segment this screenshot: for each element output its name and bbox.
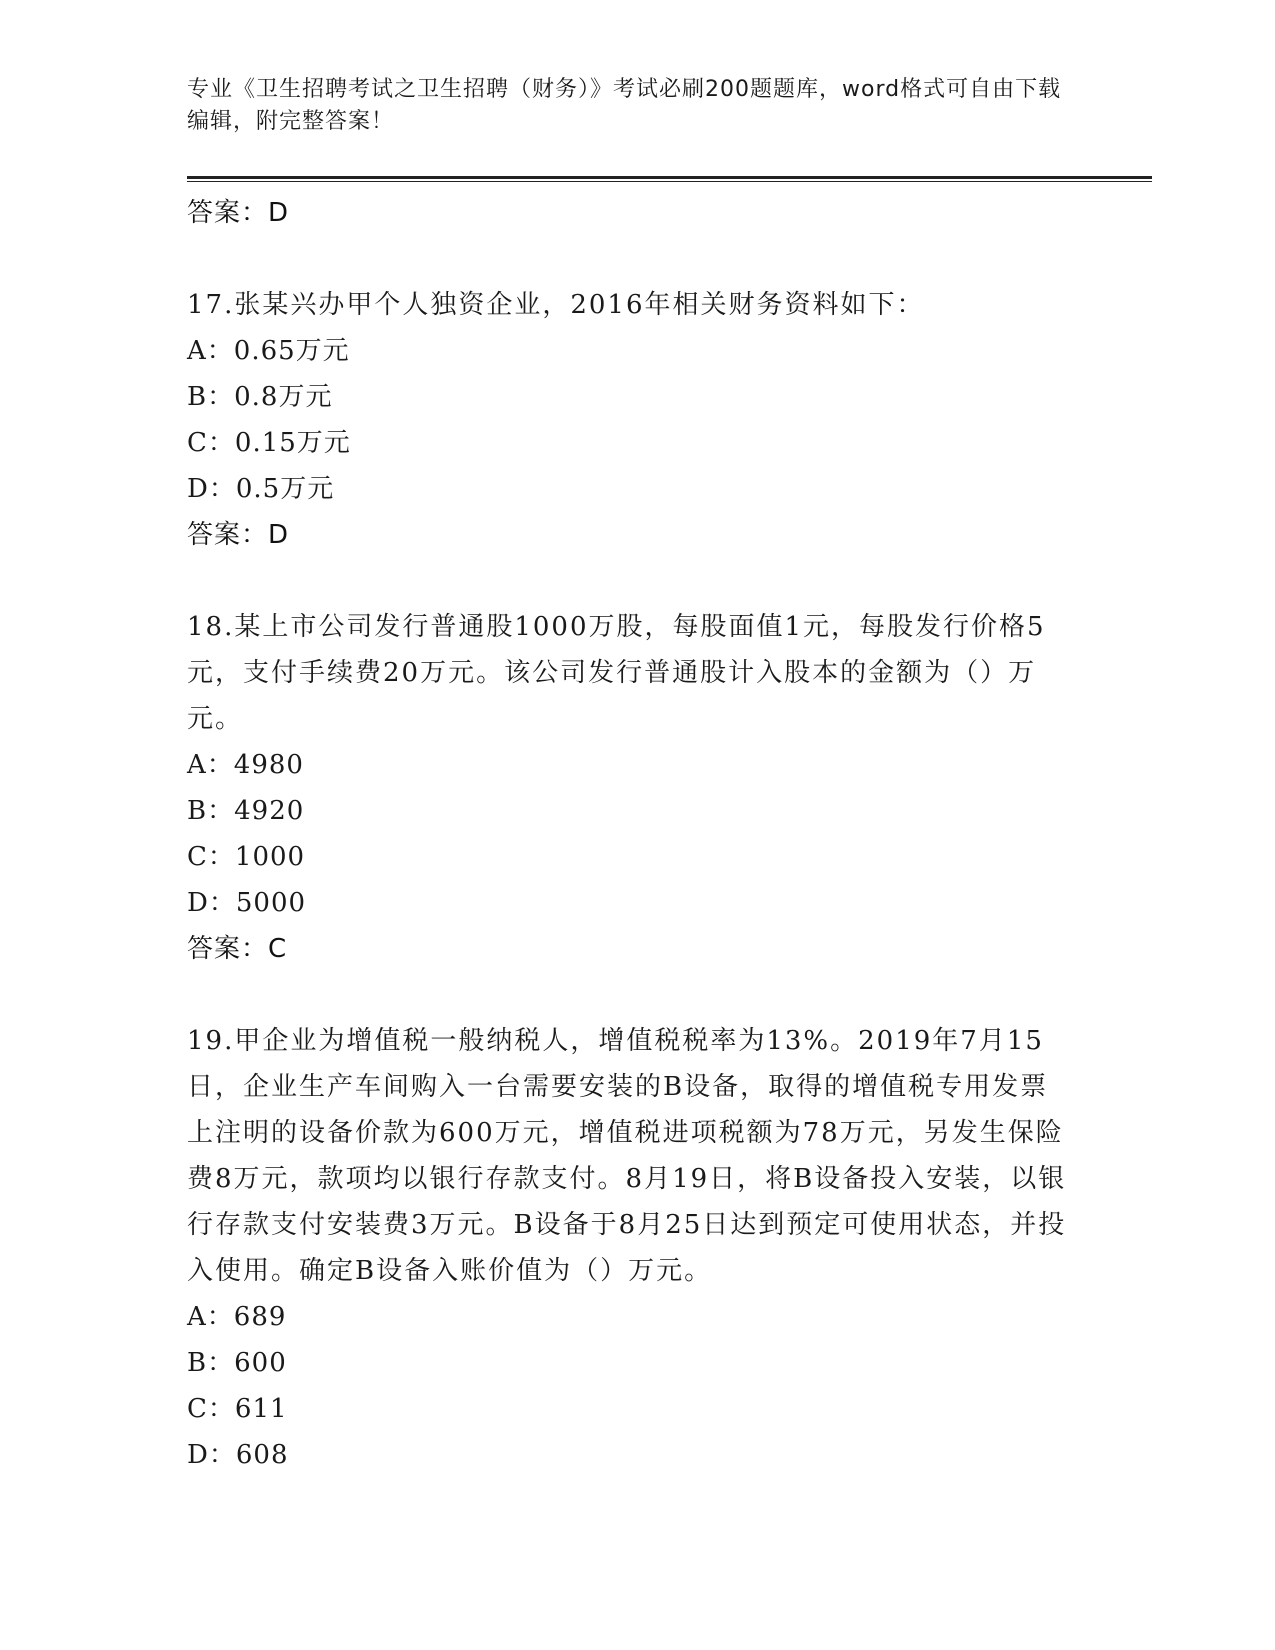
option-letter: D： (187, 888, 236, 918)
header-divider-thin (187, 181, 1152, 182)
option-text: 0.65万元 (233, 336, 350, 366)
option-text: 611 (234, 1394, 288, 1424)
question-18 (187, 604, 1067, 972)
option-text: 0.5万元 (235, 474, 335, 504)
question-list (187, 190, 1067, 1478)
option-letter: B： (187, 796, 235, 826)
option-text: 0.15万元 (234, 428, 351, 458)
question-19 (187, 1018, 1067, 1478)
option-b (187, 374, 1067, 420)
option-b (187, 788, 1067, 834)
header-divider-thick (187, 176, 1152, 179)
question-stem: 19.甲企业为增值税一般纳税人，增值税税率为13%。2019年7月15日，企业生产车间购入一台需要安装的B设备，取得的增值税专用发票上注明的设备价款为600万元，增值税进项税额为78万元，另发生保险费8万元，款项均以银行存款支付。8月19日，将B设备投入安装，以银行存款支付安装费3万元。B设备于8月25日达到预定可使用状态，并投入使用。确定B设备入账价值为（）万元。 (187, 1026, 1067, 1286)
option-text: 600 (234, 1348, 287, 1378)
option-b (187, 1340, 1067, 1386)
answer: 答案：D (187, 520, 290, 550)
option-a (187, 1294, 1067, 1340)
option-text: 608 (235, 1440, 289, 1470)
page-header: 专业《卫生招聘考试之卫生招聘（财务）》考试必刷200题题库，word格式可自由下载编辑，附完整答案！ (187, 77, 1062, 134)
previous-answer: 答案：D (187, 198, 290, 228)
option-text: 4920 (234, 796, 305, 826)
option-a (187, 328, 1067, 374)
option-letter: C： (187, 1394, 235, 1424)
option-letter: D： (187, 1440, 236, 1470)
option-letter: C： (187, 842, 235, 872)
option-c (187, 834, 1067, 880)
option-text: 5000 (235, 888, 307, 918)
question-stem: 18.某上市公司发行普通股1000万股，每股面值1元，每股发行价格5元，支付手续费20万元。该公司发行普通股计入股本的金额为（）万元。 (187, 612, 1046, 734)
question-17 (187, 282, 1067, 558)
option-text: 4980 (233, 750, 304, 780)
option-letter: B： (187, 382, 235, 412)
option-letter: D： (187, 474, 236, 504)
option-text: 1000 (234, 842, 306, 872)
option-c (187, 1386, 1067, 1432)
option-d (187, 880, 1067, 926)
option-letter: C： (187, 428, 235, 458)
question-stem: 17.张某兴办甲个人独资企业，2016年相关财务资料如下： (187, 290, 925, 320)
option-d (187, 466, 1067, 512)
option-letter: A： (187, 336, 234, 366)
option-text: 0.8万元 (234, 382, 333, 412)
option-d (187, 1432, 1067, 1478)
option-c (187, 420, 1067, 466)
option-letter: B： (187, 1348, 235, 1378)
option-text: 689 (233, 1302, 287, 1332)
option-letter: A： (187, 750, 234, 780)
option-letter: A： (187, 1302, 234, 1332)
option-a (187, 742, 1067, 788)
answer: 答案：C (187, 934, 288, 964)
